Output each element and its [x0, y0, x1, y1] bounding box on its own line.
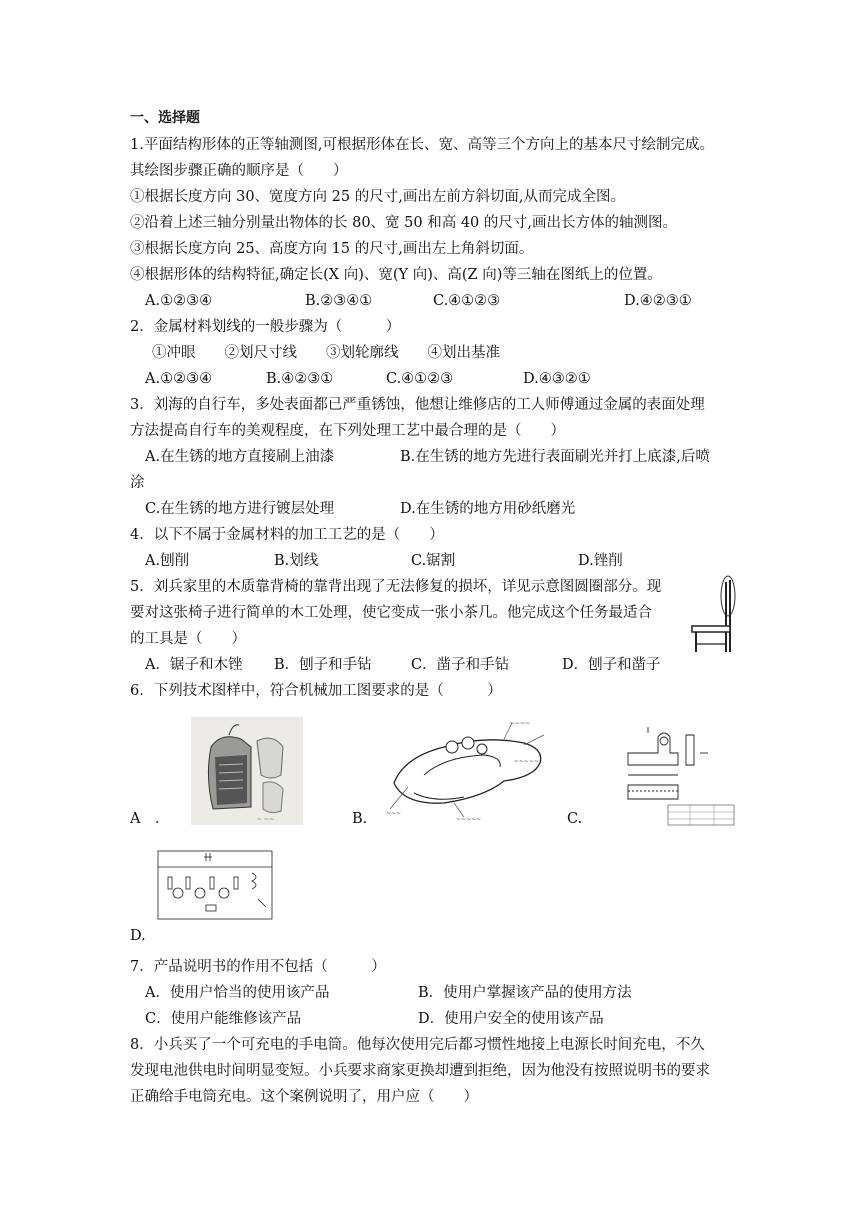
- q5-option-c[interactable]: C．凿子和手钻: [411, 657, 510, 673]
- q6-option-b-label[interactable]: B.: [352, 811, 368, 827]
- q4-option-a[interactable]: A.刨削: [145, 553, 190, 569]
- q1-option-b[interactable]: B.②③④①: [305, 293, 373, 309]
- q1-option-c[interactable]: C.④①②③: [433, 293, 501, 309]
- option-b-car-sketch-image: [384, 717, 552, 825]
- q3-option-d[interactable]: D.在生锈的地方用砂纸磨光: [400, 501, 576, 517]
- q7-option-b[interactable]: B．使用户掌握该产品的使用方法: [418, 985, 632, 1001]
- q7-option-a[interactable]: A．使用户恰当的使用该产品: [145, 985, 330, 1001]
- q8-stem-line3: 正确给手电筒充电。这个案例说明了，用户应（ ）: [130, 1089, 478, 1105]
- chair-sketch: [688, 574, 750, 654]
- svg-text:~~~~~: ~~~~~: [514, 758, 540, 765]
- q7-stem: 7．产品说明书的作用不包括（ ）: [130, 959, 386, 975]
- q5-option-b[interactable]: B．刨子和手钻: [274, 657, 372, 673]
- option-d-circuit-diagram-image: [152, 847, 278, 925]
- q6-option-a-label[interactable]: A ．: [130, 811, 170, 827]
- q1-stem-line1: 1.平面结构形体的正等轴测图,可根据形体在长、宽、高等三个方向上的基本尺寸绘制完成。: [130, 137, 714, 153]
- q2-steps: ①冲眼 ②划尺寸线 ③划轮廓线 ④划出基准: [152, 345, 500, 361]
- q3-option-b[interactable]: B.在生锈的地方先进行表面刷光并打上底漆,后喷: [400, 449, 710, 465]
- q4-option-b[interactable]: B.划线: [274, 553, 319, 569]
- q2-option-d[interactable]: D.④③②①: [523, 371, 591, 387]
- q2-option-b[interactable]: B.④②③①: [266, 371, 334, 387]
- q1-option-a[interactable]: A.①②③④: [145, 293, 213, 309]
- option-a-heater-sketch-image: [191, 717, 303, 825]
- q2-option-a[interactable]: A.①②③④: [145, 371, 213, 387]
- q6-stem: 6．下列技术图样中，符合机械加工图要求的是（ ）: [130, 683, 502, 699]
- q1-step-1: ①根据长度方向 30、宽度方向 25 的尺寸,画出左前方斜切面,从而完成全图。: [130, 189, 625, 205]
- svg-text:~~~: ~~~: [386, 810, 402, 817]
- q1-option-d[interactable]: D.④②③①: [624, 293, 692, 309]
- q7-option-d[interactable]: D．使用户安全的使用该产品: [418, 1011, 604, 1027]
- q8-stem-line1: 8．小兵买了一个可充电的手电筒。他每次使用完后都习惯性地接上电源长时间充电，不久: [130, 1037, 705, 1053]
- q4-option-d[interactable]: D.锉削: [578, 553, 623, 569]
- svg-text:~~~~: ~~~~: [510, 720, 531, 727]
- q3-option-a[interactable]: A.在生锈的地方直接刷上油漆: [145, 449, 335, 465]
- q5-stem-line3: 的工具是（ ）: [130, 631, 246, 647]
- q5-stem-line2: 要对这张椅子进行简单的木工处理，使它变成一张小茶几。他完成这个任务最适合: [130, 605, 652, 621]
- q3-stem-line2: 方法提高自行车的美观程度，在下列处理工艺中最合理的是（ ）: [130, 423, 565, 439]
- q5-option-a[interactable]: A．锯子和木锉: [145, 657, 243, 673]
- q7-option-c[interactable]: C．使用户能维修该产品: [145, 1011, 302, 1027]
- option-c-mechanical-drawing-image: [618, 713, 736, 827]
- q6-option-d-label[interactable]: D.: [130, 928, 146, 944]
- q5-stem-line1: 5．刘兵家里的木质靠背椅的靠背出现了无法修复的损坏，详见示意图圆圈部分。现: [130, 579, 662, 595]
- q3-option-c[interactable]: C.在生锈的地方进行镀层处理: [145, 501, 335, 517]
- q1-step-3: ③根据长度方向 25、高度方向 15 的尺寸,画出左上角斜切面。: [130, 241, 534, 257]
- q8-stem-line2: 发现电池供电时间明显变短。小兵要求商家更换却遭到拒绝，因为他没有按照说明书的要求: [130, 1063, 710, 1079]
- q5-option-d[interactable]: D．刨子和凿子: [562, 657, 661, 673]
- q1-step-2: ②沿着上述三轴分别量出物体的长 80、宽 50 和高 40 的尺寸,画出长方体的轴测图。: [130, 215, 678, 231]
- q6-option-c-label[interactable]: C.: [567, 811, 583, 827]
- q4-option-c[interactable]: C.锯割: [411, 553, 456, 569]
- q3-option-b-cont: 涂: [130, 475, 145, 491]
- q4-stem: 4．以下不属于金属材料的加工工艺的是（ ）: [130, 527, 444, 543]
- q2-stem: 2．金属材料划线的一般步骤为（ ）: [130, 319, 401, 335]
- svg-text:~~~~~: ~~~~~: [456, 816, 482, 823]
- svg-text:~ ~~: ~ ~~: [257, 816, 274, 823]
- q1-step-4: ④根据形体的结构特征,确定长(X 向)、宽(Y 向)、高(Z 向)等三轴在图纸上的位置。: [130, 267, 662, 283]
- q3-stem-line1: 3．刘海的自行车，多处表面都已严重锈蚀，他想让维修店的工人师傅通过金属的表面处理: [130, 397, 705, 413]
- q1-stem-line2: 其绘图步骤正确的顺序是（ ）: [130, 163, 348, 179]
- q2-option-c[interactable]: C.④①②③: [386, 371, 454, 387]
- section-title: 一、选择题: [130, 110, 200, 126]
